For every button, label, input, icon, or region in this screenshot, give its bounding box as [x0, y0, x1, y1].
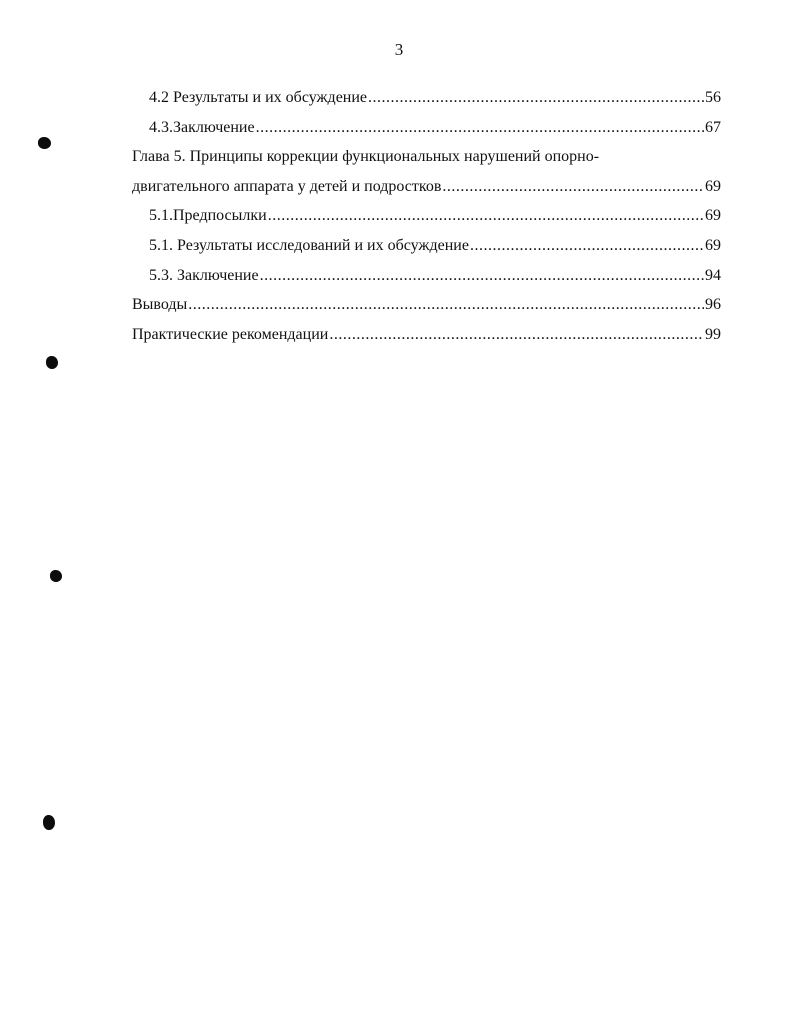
toc-dot-leader [368, 83, 704, 113]
toc-entry-page: 69 [705, 177, 721, 195]
toc-entry-label: Глава 5. Принципы коррекции функциональных нарушений опорно- [132, 148, 600, 166]
toc-entry [132, 172, 721, 202]
page-number: 3 [394, 40, 404, 59]
toc-entry-label: 5.3. Заключение [149, 266, 259, 284]
table-of-contents [132, 83, 721, 349]
toc-dot-leader [260, 261, 704, 291]
toc-entry-label: 4.3.Заключение [149, 118, 255, 136]
toc-entry-label: двигательного аппарата у детей и подростков [132, 177, 442, 195]
toc-entry-label: 5.1.Предпосылки [149, 207, 267, 225]
punch-hole-mark [38, 137, 51, 149]
toc-entry-page: 56 [705, 89, 721, 106]
toc-entry [132, 113, 721, 143]
toc-dot-leader [329, 320, 704, 350]
toc-entry [132, 201, 721, 231]
toc-entry [132, 290, 721, 320]
toc-dot-leader [470, 231, 704, 261]
toc-entry [132, 231, 721, 261]
toc-entry-page: 69 [705, 207, 721, 225]
toc-dot-leader [268, 201, 704, 231]
toc-entry-page: 69 [705, 236, 721, 254]
toc-entry-page: 99 [705, 325, 721, 343]
toc-entry-first-line [132, 142, 721, 172]
toc-entry-page: 67 [705, 118, 721, 136]
toc-dot-leader [256, 113, 704, 143]
punch-hole-mark [46, 356, 58, 369]
toc-entry-label: Практические рекомендации [132, 325, 329, 343]
toc-dot-leader [188, 290, 704, 320]
toc-entry-page: 96 [705, 296, 721, 314]
toc-entry [132, 83, 721, 113]
toc-dot-leader [442, 172, 704, 202]
punch-hole-mark [50, 570, 62, 582]
toc-entry-label: Выводы [132, 296, 188, 314]
toc-entry-label: 4.2 Результаты и их обсуждение [149, 89, 368, 106]
toc-entry-label: 5.1. Результаты исследований и их обсуждение [149, 236, 469, 254]
toc-entry [132, 320, 721, 350]
toc-entry [132, 261, 721, 291]
toc-entry-page: 94 [705, 266, 721, 284]
punch-hole-mark [43, 815, 55, 830]
